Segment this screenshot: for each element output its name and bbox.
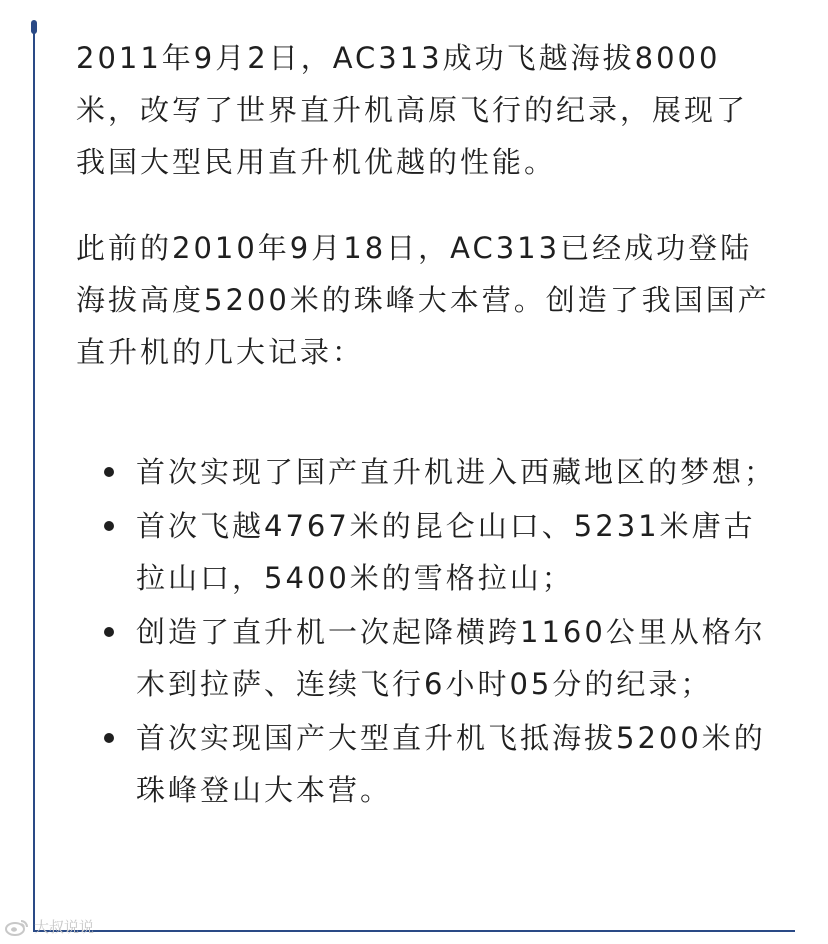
records-list: [76, 446, 776, 816]
bullet-icon: [104, 733, 114, 743]
list-item-text: 首次飞越4767米的昆仑山口、5231米唐古拉山口，5400米的雪格拉山；: [136, 509, 756, 595]
bullet-icon: [104, 521, 114, 531]
watermark-text: 大叔说说: [34, 918, 95, 936]
list-item: [76, 500, 776, 604]
list-item-text: 创造了直升机一次起降横跨1160公里从格尔木到拉萨、连续飞行6小时05分的纪录；: [136, 615, 766, 701]
article-body: [76, 32, 777, 807]
article-frame-top-marker: [31, 20, 37, 34]
watermark: [4, 916, 94, 937]
weibo-logo-icon: [4, 918, 30, 936]
list-item: [76, 712, 776, 816]
list-item: [76, 446, 776, 498]
paragraph-record-8000m: 2011年9月2日，AC313成功飞越海拔8000米，改写了世界直升机高原飞行的纪录，展现了我国大型民用直升机优越的性能。: [76, 41, 749, 179]
article-frame-bottom-border: [33, 930, 795, 932]
list-item: [76, 606, 776, 710]
list-item-text: 首次实现了国产直升机进入西藏地区的梦想；: [136, 455, 777, 489]
bullet-icon: [104, 467, 114, 477]
article-frame-left-border: [33, 22, 35, 932]
bullet-icon: [104, 627, 114, 637]
list-item-text: 首次实现国产大型直升机飞抵海拔5200米的珠峰登山大本营。: [136, 721, 766, 807]
paragraph-record-everest-base-camp: 此前的2010年9月18日，AC313已经成功登陆海拔高度5200米的珠峰大本营。创造了我国国产直升机的几大记录：: [76, 231, 770, 369]
